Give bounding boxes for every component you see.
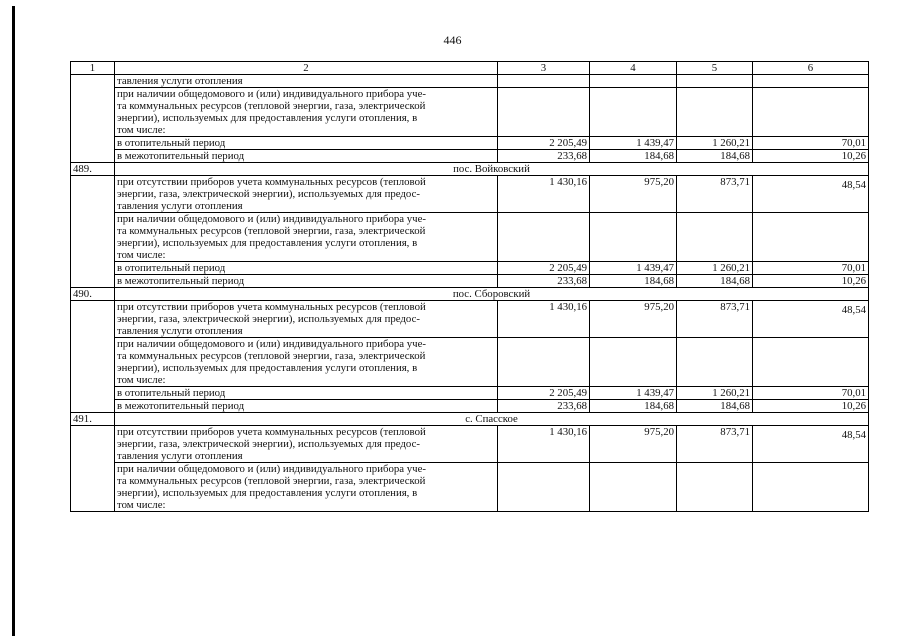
table-row	[71, 75, 869, 88]
value-cell: 48,54	[753, 426, 869, 463]
value-cell: 70,01	[753, 262, 869, 275]
text-line: при отсутствии приборов учета коммунальных ресурсов (тепловой	[117, 176, 426, 188]
column-header: 2	[115, 62, 498, 75]
value-cell: 10,26	[753, 275, 869, 288]
table-row	[71, 400, 869, 413]
row-number: 490.	[71, 288, 115, 301]
row-number-cell	[71, 301, 115, 413]
value-cell: 975,20	[590, 301, 677, 338]
value-cell: 1 430,16	[498, 176, 590, 213]
page-number: 446	[443, 33, 462, 47]
column-header: 3	[498, 62, 590, 75]
text-line: энергии, газа, электрической энергии), используемых для предос-	[117, 313, 420, 325]
value-cell: 1 260,21	[677, 387, 753, 400]
locality-name: пос. Сборовский	[115, 288, 869, 301]
value-cell: 873,71	[677, 176, 753, 213]
row-number: 491.	[71, 413, 115, 426]
value-cell: 1 260,21	[677, 262, 753, 275]
row-label	[115, 213, 498, 262]
value-cell: 873,71	[677, 301, 753, 338]
text-line: том числе:	[117, 249, 166, 261]
text-line: энергии, газа, электрической энергии), используемых для предос-	[117, 188, 420, 200]
text-line: при наличии общедомового и (или) индивидуального прибора уче-	[117, 338, 426, 350]
text-line: энергии, газа, электрической энергии), используемых для предос-	[117, 438, 420, 450]
value-cell: 10,26	[753, 400, 869, 413]
text-line: та коммунальных ресурсов (тепловой энергии, газа, электрической	[117, 475, 426, 487]
text-line: тавления услуги отопления	[117, 325, 243, 337]
value-cell: 1 439,47	[590, 262, 677, 275]
row-label: тавления услуги отопления	[115, 75, 498, 88]
row-number-cell	[71, 75, 115, 163]
row-label	[115, 176, 498, 213]
tariff-table	[70, 61, 869, 512]
value-cell: 873,71	[677, 426, 753, 463]
row-label: в межотопительный период	[115, 150, 498, 163]
column-header: 6	[753, 62, 869, 75]
table-row	[71, 275, 869, 288]
locality-row	[71, 413, 869, 426]
value-cell: 10,26	[753, 150, 869, 163]
value-cell: 184,68	[677, 150, 753, 163]
value-cell: 48,54	[753, 176, 869, 213]
locality-row	[71, 288, 869, 301]
value-cell: 184,68	[677, 400, 753, 413]
row-label	[115, 301, 498, 338]
table-row	[71, 213, 869, 262]
text-line: тавления услуги отопления	[117, 450, 243, 462]
column-header: 1	[71, 62, 115, 75]
text-line: тавления услуги отопления	[117, 200, 243, 212]
locality-row	[71, 163, 869, 176]
text-line: при наличии общедомового и (или) индивидуального прибора уче-	[117, 88, 426, 100]
value-cell: 975,20	[590, 176, 677, 213]
text-line: при отсутствии приборов учета коммунальных ресурсов (тепловой	[117, 301, 426, 313]
value-cell: 2 205,49	[498, 137, 590, 150]
value-cell: 1 439,47	[590, 137, 677, 150]
row-label: в отопительный период	[115, 262, 498, 275]
scan-edge-bar	[12, 6, 15, 636]
table-row	[71, 338, 869, 387]
value-cell: 2 205,49	[498, 262, 590, 275]
value-cell: 2 205,49	[498, 387, 590, 400]
text-line: та коммунальных ресурсов (тепловой энергии, газа, электрической	[117, 225, 426, 237]
table-row	[71, 176, 869, 213]
row-number: 489.	[71, 163, 115, 176]
column-header: 5	[677, 62, 753, 75]
value-cell: 1 260,21	[677, 137, 753, 150]
value-cell: 1 430,16	[498, 426, 590, 463]
value-cell: 1 439,47	[590, 387, 677, 400]
text-line: энергии), используемых для предоставления услуги отопления, в	[117, 237, 418, 249]
value-cell: 184,68	[590, 400, 677, 413]
value-cell: 70,01	[753, 137, 869, 150]
row-label: в отопительный период	[115, 387, 498, 400]
value-cell: 233,68	[498, 400, 590, 413]
table-row	[71, 463, 869, 512]
row-label	[115, 88, 498, 137]
table-row	[71, 387, 869, 400]
row-label	[115, 426, 498, 463]
value-cell: 975,20	[590, 426, 677, 463]
locality-name: пос. Войковский	[115, 163, 869, 176]
text-line: та коммунальных ресурсов (тепловой энергии, газа, электрической	[117, 100, 426, 112]
text-line: при наличии общедомового и (или) индивидуального прибора уче-	[117, 463, 426, 475]
table-row	[71, 88, 869, 137]
table-row	[71, 301, 869, 338]
table-row	[71, 150, 869, 163]
text-line: энергии), используемых для предоставления услуги отопления, в	[117, 112, 418, 124]
text-line: та коммунальных ресурсов (тепловой энергии, газа, электрической	[117, 350, 426, 362]
row-label: в межотопительный период	[115, 275, 498, 288]
row-label: в отопительный период	[115, 137, 498, 150]
text-line: том числе:	[117, 124, 166, 136]
table-row	[71, 426, 869, 463]
row-number-cell	[71, 176, 115, 288]
row-label	[115, 338, 498, 387]
text-line: при наличии общедомового и (или) индивидуального прибора уче-	[117, 213, 426, 225]
column-header-row	[71, 62, 869, 75]
value-cell: 233,68	[498, 275, 590, 288]
column-header: 4	[590, 62, 677, 75]
value-cell: 1 430,16	[498, 301, 590, 338]
value-cell: 184,68	[590, 150, 677, 163]
text-line: при отсутствии приборов учета коммунальных ресурсов (тепловой	[117, 426, 426, 438]
text-line: энергии), используемых для предоставления услуги отопления, в	[117, 487, 418, 499]
row-label: в межотопительный период	[115, 400, 498, 413]
value-cell: 233,68	[498, 150, 590, 163]
value-cell: 184,68	[590, 275, 677, 288]
text-line: энергии), используемых для предоставления услуги отопления, в	[117, 362, 418, 374]
value-cell: 70,01	[753, 387, 869, 400]
table-row	[71, 262, 869, 275]
table-row	[71, 137, 869, 150]
value-cell: 48,54	[753, 301, 869, 338]
value-cell: 184,68	[677, 275, 753, 288]
text-line: том числе:	[117, 499, 166, 511]
text-line: том числе:	[117, 374, 166, 386]
row-number-cell	[71, 426, 115, 512]
row-label	[115, 463, 498, 512]
locality-name: с. Спасское	[115, 413, 869, 426]
